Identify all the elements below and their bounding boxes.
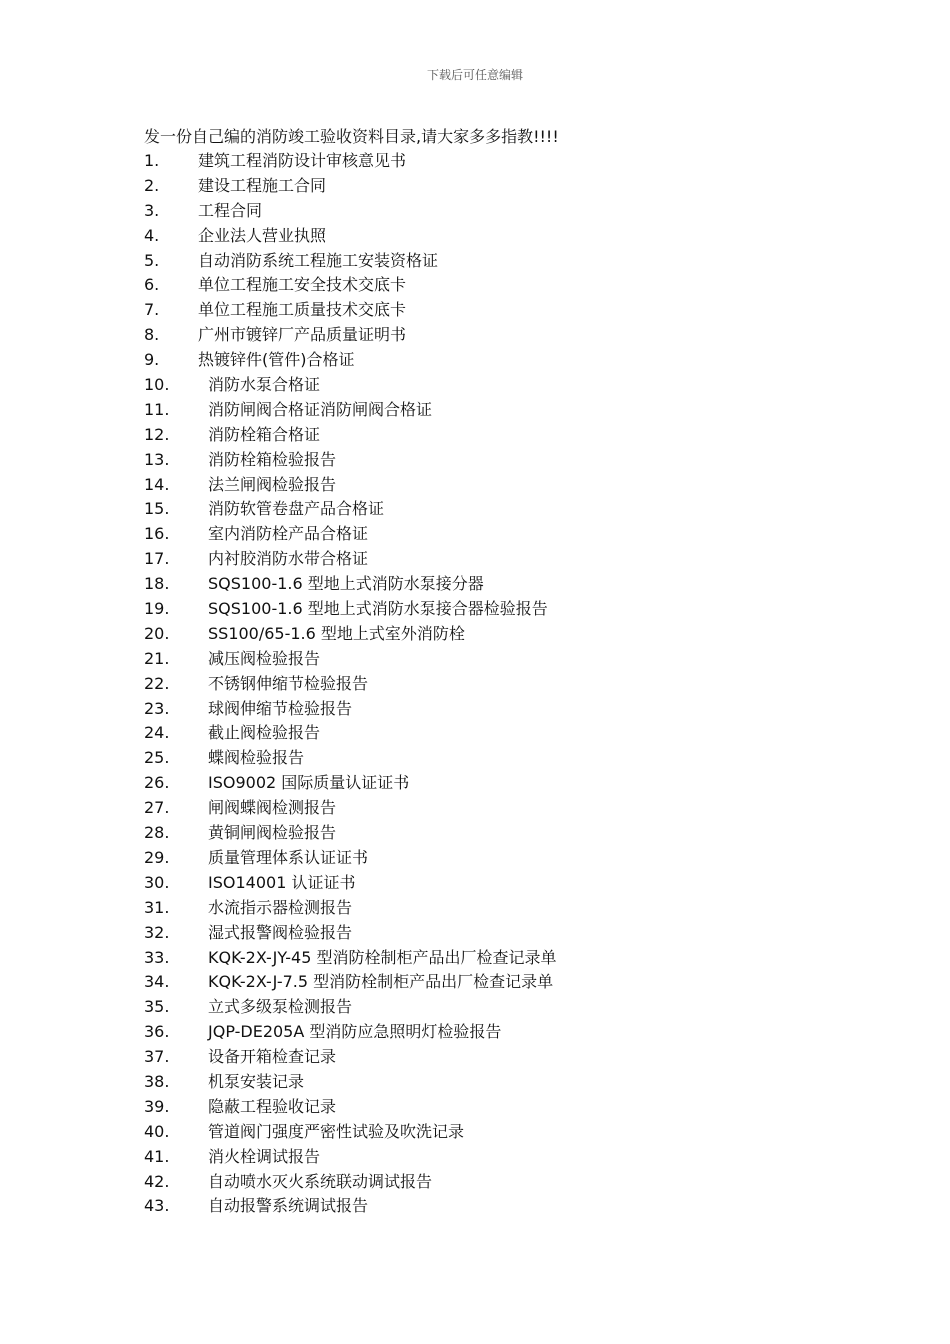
list-item	[144, 174, 557, 199]
list-item	[144, 1070, 557, 1095]
list-item-text: 质量管理体系认证证书	[208, 847, 369, 867]
list-item-text: 湿式报警阀检验报告	[208, 922, 353, 942]
list-item-text: SQS100-1.6 型地上式消防水泵接分器	[208, 574, 484, 594]
list-item-text: 消防栓箱合格证	[208, 424, 321, 444]
list-item	[144, 199, 557, 224]
list-item	[144, 1045, 557, 1070]
list-item-number: 23.	[144, 698, 170, 718]
list-item-text: 隐蔽工程验收记录	[208, 1096, 337, 1116]
list-item-number: 34.	[144, 972, 170, 992]
list-item-number: 7.	[144, 300, 160, 320]
list-item-text: 法兰闸阀检验报告	[208, 474, 337, 494]
list-item	[144, 273, 557, 298]
list-item-text: SS100/65-1.6 型地上式室外消防栓	[208, 623, 465, 643]
list-item	[144, 323, 557, 348]
list-item-number: 18.	[144, 574, 170, 594]
list-item-text: 单位工程施工安全技术交底卡	[198, 275, 407, 295]
list-item-text: 减压阀检验报告	[208, 648, 321, 668]
list-item-text: 企业法人营业执照	[198, 225, 327, 245]
list-item	[144, 149, 557, 174]
list-item	[144, 846, 557, 871]
list-item-text: 水流指示器检测报告	[208, 897, 353, 917]
list-item	[144, 473, 557, 498]
list-item	[144, 224, 557, 249]
list-item-number: 17.	[144, 549, 170, 569]
list-item-text: 广州市镀锌厂产品质量证明书	[198, 325, 407, 345]
list-item-text: 不锈钢伸缩节检验报告	[208, 673, 369, 693]
list-item	[144, 298, 557, 323]
list-item	[144, 1020, 557, 1045]
list-item-number: 31.	[144, 897, 170, 917]
list-item-number: 27.	[144, 798, 170, 818]
list-item	[144, 672, 557, 697]
list-item	[144, 995, 557, 1020]
list-item-number: 35.	[144, 997, 170, 1017]
list-item-number: 41.	[144, 1146, 170, 1166]
list-item-number: 20.	[144, 623, 170, 643]
list-item-number: 26.	[144, 773, 170, 793]
list-item-text: 黄铜闸阀检验报告	[208, 823, 337, 843]
list-item	[144, 373, 557, 398]
list-item-text: 球阀伸缩节检验报告	[208, 698, 353, 718]
list-item-number: 42.	[144, 1171, 170, 1191]
list-item	[144, 871, 557, 896]
list-item	[144, 622, 557, 647]
list-item	[144, 423, 557, 448]
list-item-text: 室内消防栓产品合格证	[208, 524, 369, 544]
list-item	[144, 448, 557, 473]
list-item-number: 4.	[144, 225, 160, 245]
list-item-number: 11.	[144, 399, 170, 419]
list-item	[144, 522, 557, 547]
list-item-text: 设备开箱检查记录	[208, 1047, 337, 1067]
list-item-number: 19.	[144, 599, 170, 619]
list-item-number: 37.	[144, 1047, 170, 1067]
list-item-number: 24.	[144, 723, 170, 743]
list-item-text: 建筑工程消防设计审核意见书	[198, 151, 407, 170]
list-item	[144, 1095, 557, 1120]
list-item	[144, 946, 557, 971]
list-item-text: SQS100-1.6 型地上式消防水泵接合器检验报告	[208, 599, 548, 619]
list-item-text: 消防栓箱检验报告	[208, 449, 337, 469]
list-item-number: 21.	[144, 648, 170, 668]
list-item-number: 39.	[144, 1096, 170, 1116]
list-item-number: 5.	[144, 250, 160, 270]
list-item	[144, 746, 557, 771]
list-item-text: 自动喷水灭火系统联动调试报告	[208, 1171, 433, 1191]
list-item-number: 33.	[144, 947, 170, 967]
list-item-text: 截止阀检验报告	[208, 723, 321, 743]
list-item-number: 8.	[144, 325, 160, 345]
list-item	[144, 970, 557, 995]
list-item-number: 9.	[144, 350, 160, 370]
list-item-number: 6.	[144, 275, 160, 295]
list-item	[144, 697, 557, 722]
list-item-number: 28.	[144, 823, 170, 843]
list-item	[144, 1170, 557, 1195]
list-item-text: 内衬胶消防水带合格证	[208, 549, 369, 569]
list-item-text: ISO9002 国际质量认证证书	[208, 773, 410, 793]
list-item-text: 工程合同	[198, 200, 263, 220]
list-item-number: 15.	[144, 499, 170, 519]
list-item	[144, 547, 557, 572]
list-item	[144, 249, 557, 274]
list-item-number: 25.	[144, 748, 170, 768]
list-item	[144, 1194, 557, 1219]
list-item	[144, 821, 557, 846]
list-item-text: 消火栓调试报告	[208, 1146, 321, 1166]
list-item-text: 建设工程施工合同	[198, 175, 327, 195]
page-header: 下载后可任意编辑	[426, 68, 523, 82]
list-item-number: 38.	[144, 1071, 170, 1091]
list-item	[144, 796, 557, 821]
list-item	[144, 348, 557, 373]
list-item-number: 3.	[144, 200, 160, 220]
list-item-text: 蝶阀检验报告	[208, 748, 305, 768]
list-item-number: 14.	[144, 474, 170, 494]
list-item-number: 10.	[144, 375, 170, 395]
list-item	[144, 647, 557, 672]
list-item-text: 立式多级泵检测报告	[208, 997, 353, 1017]
list-item-text: 消防水泵合格证	[208, 375, 321, 395]
list-item-text: 闸阀蝶阀检测报告	[208, 798, 337, 818]
list-item-text: KQK-2X-JY-45 型消防栓制柜产品出厂检查记录单	[208, 947, 557, 967]
list-item-number: 12.	[144, 424, 170, 444]
list-item-text: 热镀锌件(管件)合格证	[198, 350, 355, 370]
list-item-text: JQP-DE205A 型消防应急照明灯检验报告	[208, 1022, 502, 1042]
list-item-text: 单位工程施工质量技术交底卡	[198, 300, 407, 320]
list-item-number: 16.	[144, 524, 170, 544]
list-item-number: 2.	[144, 175, 160, 195]
list-item-number: 32.	[144, 922, 170, 942]
list-item-number: 29.	[144, 847, 170, 867]
list-item	[144, 1120, 557, 1145]
list-item-number: 36.	[144, 1022, 170, 1042]
list-item	[144, 721, 557, 746]
list-item-number: 13.	[144, 449, 170, 469]
list-item-text: KQK-2X-J-7.5 型消防栓制柜产品出厂检查记录单	[208, 972, 554, 992]
list-item-number: 22.	[144, 673, 170, 693]
list-item-text: ISO14001 认证证书	[208, 872, 356, 892]
list-item-text: 自动报警系统调试报告	[208, 1196, 369, 1216]
list-item-text: 消防闸阀合格证消防闸阀合格证	[208, 399, 433, 419]
list-item-text: 自动消防系统工程施工安装资格证	[198, 250, 439, 270]
list-item	[144, 921, 557, 946]
list-item	[144, 1145, 557, 1170]
list-item	[144, 896, 557, 921]
list-item-text: 消防软管卷盘产品合格证	[208, 499, 385, 519]
list-item-number: 30.	[144, 872, 170, 892]
list-item	[144, 771, 557, 796]
list-item	[144, 597, 557, 622]
list-item-text: 机泵安装记录	[208, 1071, 305, 1091]
list-item-number: 43.	[144, 1196, 170, 1216]
list-item	[144, 572, 557, 597]
list-item	[144, 398, 557, 423]
list-item	[144, 497, 557, 522]
list-item-text: 管道阀门强度严密性试验及吹洗记录	[208, 1121, 465, 1141]
document-list	[144, 149, 557, 1219]
list-item-number: 1.	[144, 151, 160, 170]
document-title: 发一份自己编的消防竣工验收资料目录,请大家多多指教!!!!	[144, 127, 559, 146]
list-item-number: 40.	[144, 1121, 170, 1141]
